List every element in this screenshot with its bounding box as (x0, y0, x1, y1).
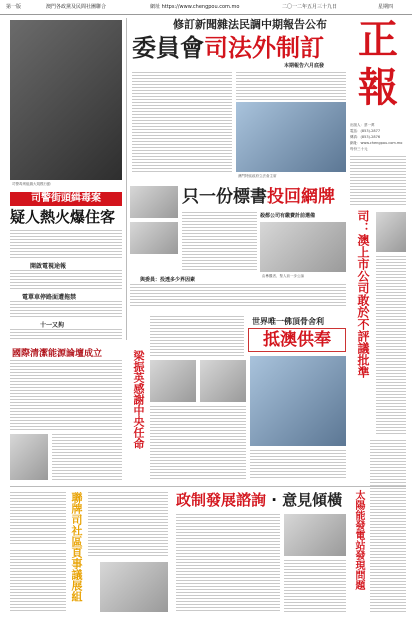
second-small-headline: 世界唯一佛頂骨舍利 (252, 317, 324, 326)
bottom-left-body-2 (10, 550, 66, 612)
second-photo-1 (150, 360, 196, 402)
bottom-headline-black: 意見傾橫 (282, 491, 343, 509)
second-vertical-headline: 梁振英感謝中央任命 (132, 350, 145, 449)
lead-headline-black: 委員會 (132, 34, 204, 62)
left-banner-headline: 司警街頭緝毒案 (10, 192, 122, 206)
left-subhead-1: 開啟電視途報 (30, 263, 67, 270)
second-left-photo (10, 434, 48, 480)
bottom-body-center (176, 514, 280, 612)
lead-photo-caption: 澳門特區政府立法會主席 (238, 174, 277, 178)
left-body-4 (10, 329, 122, 339)
bottom-vertical-right: 太陽能發電站發現問題 (353, 490, 364, 590)
mid-subhead: 殺都公司有繳費計前選備 (260, 213, 316, 219)
left-headline-text: 疑人熱火爆住客 (10, 208, 116, 226)
second-left-body-2 (52, 434, 122, 480)
masthead-info (350, 122, 406, 152)
issue-date: 二〇一二年五月三十九日 (282, 4, 338, 10)
mid-headline-red: 投回網牌 (267, 187, 335, 207)
second-left-body (10, 360, 122, 432)
second-photo-3 (250, 356, 346, 446)
left-subhead-3: 十一又拘 (40, 322, 65, 329)
mid-sub-left: 與委員：投透多少界因素 (140, 277, 196, 283)
page-label: 第一版 (6, 4, 22, 10)
mid-photo-3 (260, 222, 346, 272)
masthead-logo-2 (350, 66, 406, 120)
bottom-right-body (370, 440, 406, 612)
bottom-headline: 政制發展諮詢 · 意見傾橫 (176, 491, 343, 509)
weekday: 星期四 (378, 4, 394, 10)
info-line: 電話：(853)-2877 (350, 129, 381, 133)
top-bar (0, 0, 412, 15)
left-photo-caption: 司警毒刑組織大規模行動 (12, 182, 51, 186)
bottom-body-right (284, 560, 346, 612)
left-body-3 (10, 301, 122, 319)
lead-headline-red: 司法外制訂 (204, 34, 324, 62)
second-red-box (248, 328, 346, 352)
edition-label: 澳門各政黨及民間社團聯合 (46, 4, 107, 10)
right-photo (376, 212, 406, 252)
lead-body-right (236, 72, 346, 100)
logo-char-1: 正 (358, 18, 398, 62)
lead-kicker: 修訂新聞雜法民調中期報告公布 (173, 18, 327, 31)
bottom-left-body (10, 492, 66, 544)
second-red-headline: 抵澳供奉 (263, 330, 331, 350)
mid-photo-1 (130, 186, 178, 218)
masthead-logo (350, 18, 406, 72)
left-headline (10, 208, 122, 226)
mid-body-bottom (130, 284, 346, 306)
mid-headline (182, 186, 347, 208)
info-line: 傳真：(853)-2876 (350, 135, 381, 139)
logo-char-2: 報 (358, 66, 398, 110)
bottom-mid-body (88, 492, 168, 558)
mid-headline-black: 只一份標書 (182, 187, 267, 207)
left-body-1 (10, 230, 122, 258)
bottom-photo-right (284, 514, 346, 556)
lead-subhead: 本期報告六月底發 (284, 63, 325, 69)
second-body-right (250, 450, 346, 480)
mid-photo-2 (130, 222, 178, 254)
bottom-vertical-left: 聯牌司社區頁事議展組 (70, 492, 83, 602)
lead-photo (236, 102, 346, 172)
bottom-rule (10, 486, 406, 487)
right-body (376, 256, 406, 436)
left-body-2 (10, 270, 122, 290)
mid-photo-caption: 由參觀者、聖人前一步公論 (262, 274, 304, 278)
lead-body-left (132, 72, 232, 172)
info-line: 網址：www.chengpou.com.mo (350, 141, 403, 145)
info-line: 出版人：蔡一萬 (350, 123, 375, 127)
second-body-bottom (150, 406, 246, 480)
second-photo-2 (200, 360, 246, 402)
mid-body-left (182, 212, 257, 272)
second-left-headline: 國際清潔能源論壇成立 (12, 349, 103, 359)
left-subhead-2: 電單車停路面遭拖禁 (22, 294, 77, 301)
second-body-top (150, 316, 244, 356)
lead-headline (132, 34, 347, 62)
bottom-photo (100, 562, 168, 612)
bottom-headline-red: 政制發展諮詢 (176, 491, 267, 509)
info-line: 每份三十元 (350, 147, 368, 151)
right-vertical-headline: 司：澳上市公司敢於不評議批準 (356, 210, 370, 378)
left-top-photo (10, 20, 122, 180)
site-url[interactable]: 網址 https://www.chengpou.com.mo (150, 4, 240, 10)
column-rule (126, 18, 127, 340)
masthead-notices (350, 156, 406, 206)
